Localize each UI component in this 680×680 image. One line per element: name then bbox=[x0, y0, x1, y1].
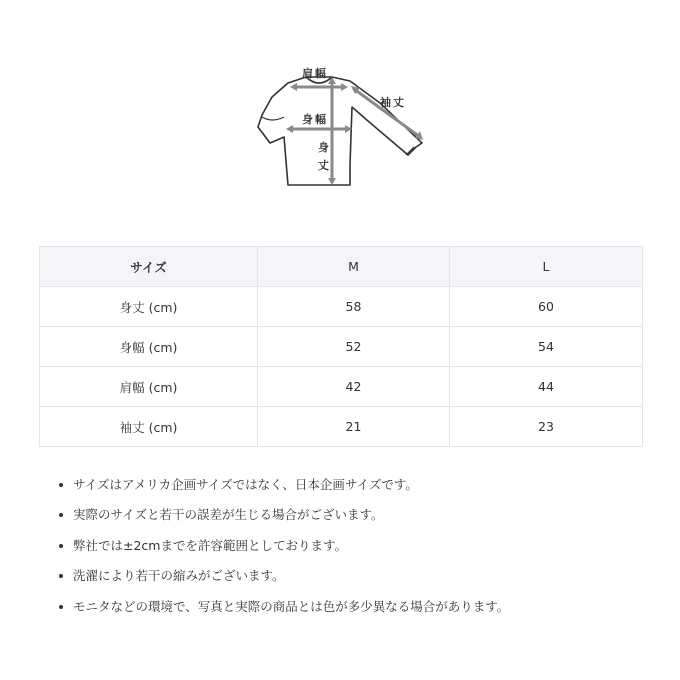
bullet-icon bbox=[59, 574, 63, 578]
cell-l: 54 bbox=[450, 327, 643, 367]
row-label: 身丈 (cm) bbox=[40, 287, 258, 327]
tshirt-illustration bbox=[240, 55, 440, 200]
list-item bbox=[55, 597, 509, 627]
list-item bbox=[55, 505, 509, 535]
list-item bbox=[55, 536, 509, 566]
bullet-icon bbox=[59, 513, 63, 517]
note-text: 洗濯により若干の縮みがございます。 bbox=[73, 568, 285, 584]
cell-m: 52 bbox=[258, 327, 450, 367]
cell-l: 60 bbox=[450, 287, 643, 327]
note-text: 実際のサイズと若干の誤差が生じる場合がございます。 bbox=[73, 507, 384, 523]
header-l: L bbox=[450, 247, 643, 287]
bullet-icon bbox=[59, 605, 63, 609]
note-text: 弊社では±2cmまでを許容範囲としております。 bbox=[73, 537, 347, 553]
bullet-icon bbox=[59, 544, 63, 548]
table-row bbox=[40, 407, 643, 447]
width-label: 身幅 bbox=[302, 113, 328, 126]
cell-m: 42 bbox=[258, 367, 450, 407]
header-size: サイズ bbox=[40, 247, 258, 287]
cell-m: 58 bbox=[258, 287, 450, 327]
measurement-diagram bbox=[240, 55, 440, 200]
size-notes bbox=[55, 475, 509, 627]
note-text: サイズはアメリカ企画サイズではなく、日本企画サイズです。 bbox=[73, 477, 418, 492]
table-header-row bbox=[40, 247, 643, 287]
cell-l: 23 bbox=[450, 407, 643, 447]
list-item bbox=[55, 475, 509, 505]
length-label-bottom: 丈 bbox=[318, 159, 331, 172]
bullet-icon bbox=[59, 483, 63, 487]
cell-l: 44 bbox=[450, 367, 643, 407]
table-row bbox=[40, 287, 643, 327]
note-text: モニタなどの環境で、写真と実際の商品とは色が多少異なる場合があります。 bbox=[73, 598, 510, 614]
row-label: 身幅 (cm) bbox=[40, 327, 258, 367]
table-row bbox=[40, 367, 643, 407]
cell-m: 21 bbox=[258, 407, 450, 447]
row-label: 肩幅 (cm) bbox=[40, 367, 258, 407]
header-m: M bbox=[258, 247, 450, 287]
shoulder-label: 肩幅 bbox=[302, 67, 328, 80]
list-item bbox=[55, 566, 509, 596]
table-row bbox=[40, 327, 643, 367]
size-table bbox=[39, 246, 643, 447]
length-label-top: 身 bbox=[318, 141, 331, 154]
sleeve-label: 袖丈 bbox=[380, 96, 406, 109]
row-label: 袖丈 (cm) bbox=[40, 407, 258, 447]
